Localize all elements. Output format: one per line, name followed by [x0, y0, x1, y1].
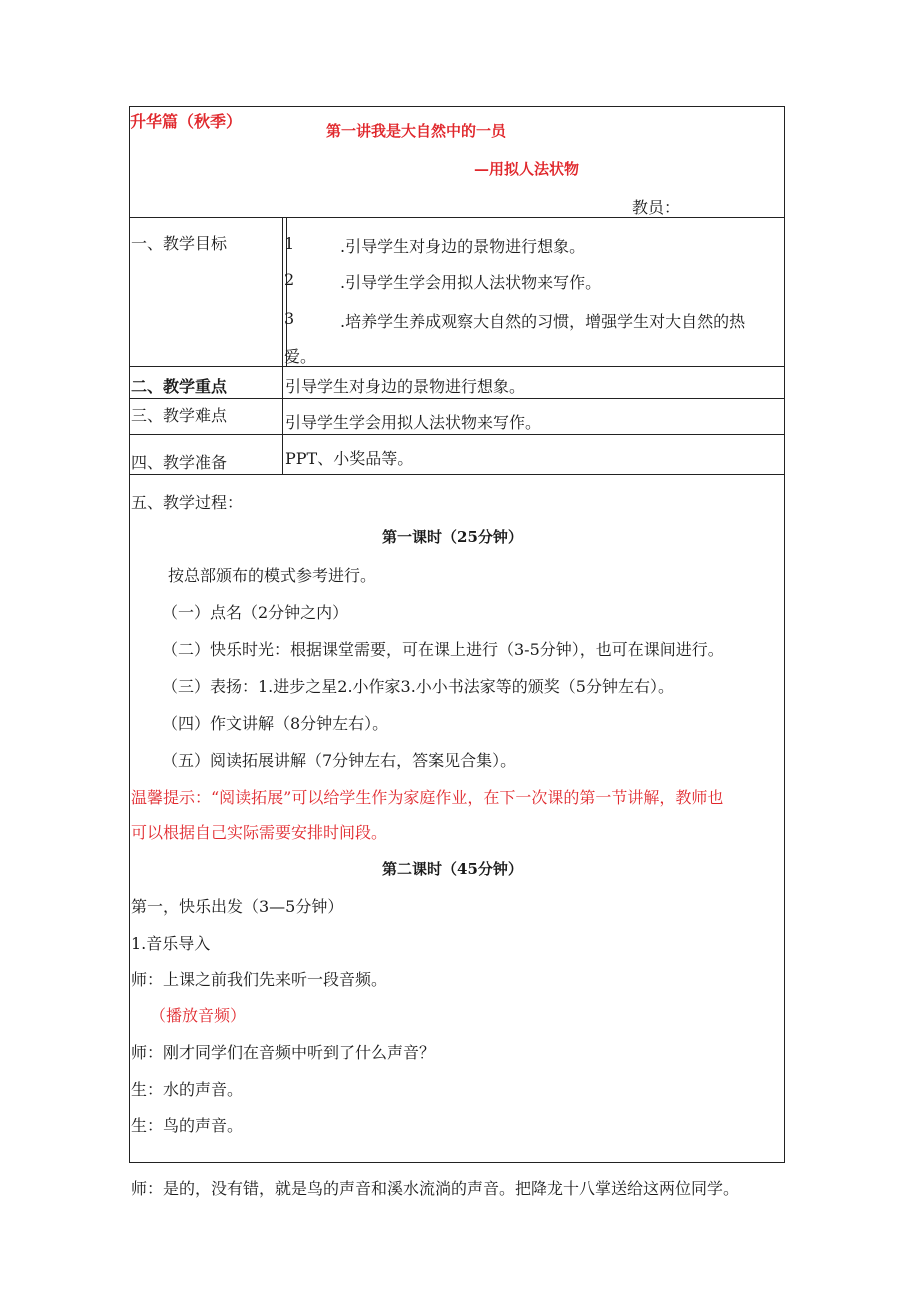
objective-text: .引导学生学会用拟人法状物来写作。 — [340, 273, 602, 292]
lesson1-step: （二）快乐时光：根据课堂需要，可在课上进行（3-5分钟），也可在课间进行。 — [162, 640, 724, 659]
preparation-value: PPT、小奖品等。 — [285, 449, 414, 468]
tip-line: 温馨提示：“阅读拓展”可以给学生作为家庭作业，在下一次课的第一节讲解，教师也 — [131, 788, 724, 807]
lesson1-intro: 按总部颁布的模式参考进行。 — [168, 566, 377, 585]
objective-text: .引导学生对身边的景物进行想象。 — [340, 237, 586, 256]
lesson1-step: （一）点名（2分钟之内） — [162, 603, 349, 622]
lesson1-step: （三）表扬：1.进步之星2.小作家3.小小书法家等的颁奖（5分钟左右）。 — [162, 677, 674, 696]
lesson-title: 第一讲我是大自然中的一员 — [326, 122, 507, 140]
column-divider — [282, 217, 283, 474]
difficulty-value: 引导学生学会用拟人法状物来写作。 — [285, 413, 542, 432]
lesson1-step: （五）阅读拓展讲解（7分钟左右，答案见合集）。 — [162, 751, 517, 770]
preparation-label: 四、教学准备 — [131, 453, 228, 472]
process-label: 五、教学过程： — [131, 493, 244, 512]
lesson1-title: 第一课时（25分钟） — [382, 528, 523, 546]
dialogue-line: 师：上课之前我们先来听一段音频。 — [131, 970, 388, 989]
series-label: 升华篇（秋季） — [130, 112, 243, 131]
lesson2-section: 第一，快乐出发（3—5分钟） — [131, 897, 344, 916]
objective-text-cont: 爱。 — [284, 347, 317, 366]
row-divider — [129, 366, 785, 367]
table-border-top — [129, 106, 785, 107]
lesson-subtitle: —用拟人法状物 — [474, 160, 580, 178]
tip-line: 可以根据自己实际需要安排时间段。 — [131, 823, 388, 842]
objective-text: .培养学生养成观察大自然的习惯，增强学生对大自然的热 — [340, 312, 746, 331]
footer-dialogue: 师：是的，没有错，就是鸟的声音和溪水流淌的声音。把降龙十八掌送给这两位同学。 — [131, 1179, 740, 1198]
table-border-left — [129, 106, 130, 1163]
difficulty-label: 三、教学难点 — [131, 406, 228, 425]
lesson2-title: 第二课时（45分钟） — [382, 860, 523, 878]
row-divider — [129, 434, 785, 435]
objectives-label: 一、教学目标 — [131, 234, 228, 253]
key-point-value: 引导学生对身边的景物进行想象。 — [285, 377, 526, 396]
dialogue-line: 生：鸟的声音。 — [131, 1116, 244, 1135]
dialogue-line: 师：刚才同学们在音频中听到了什么声音？ — [131, 1043, 436, 1062]
objective-num: 1 — [284, 234, 295, 253]
teacher-label: 教员： — [632, 198, 681, 217]
row-divider — [129, 398, 785, 399]
row-divider — [129, 217, 785, 218]
table-border-right — [784, 106, 785, 1163]
key-point-label: 二、教学重点 — [131, 377, 228, 396]
table-border-bottom — [129, 1162, 785, 1163]
objective-num: 2 — [284, 270, 295, 289]
lesson1-step: （四）作文讲解（8分钟左右）。 — [162, 714, 389, 733]
row-divider — [129, 474, 785, 475]
stage-direction: （播放音频） — [150, 1006, 247, 1025]
dialogue-line: 生：水的声音。 — [131, 1080, 244, 1099]
lesson2-sub: 1.音乐导入 — [131, 934, 211, 953]
objective-num: 3 — [284, 309, 295, 328]
